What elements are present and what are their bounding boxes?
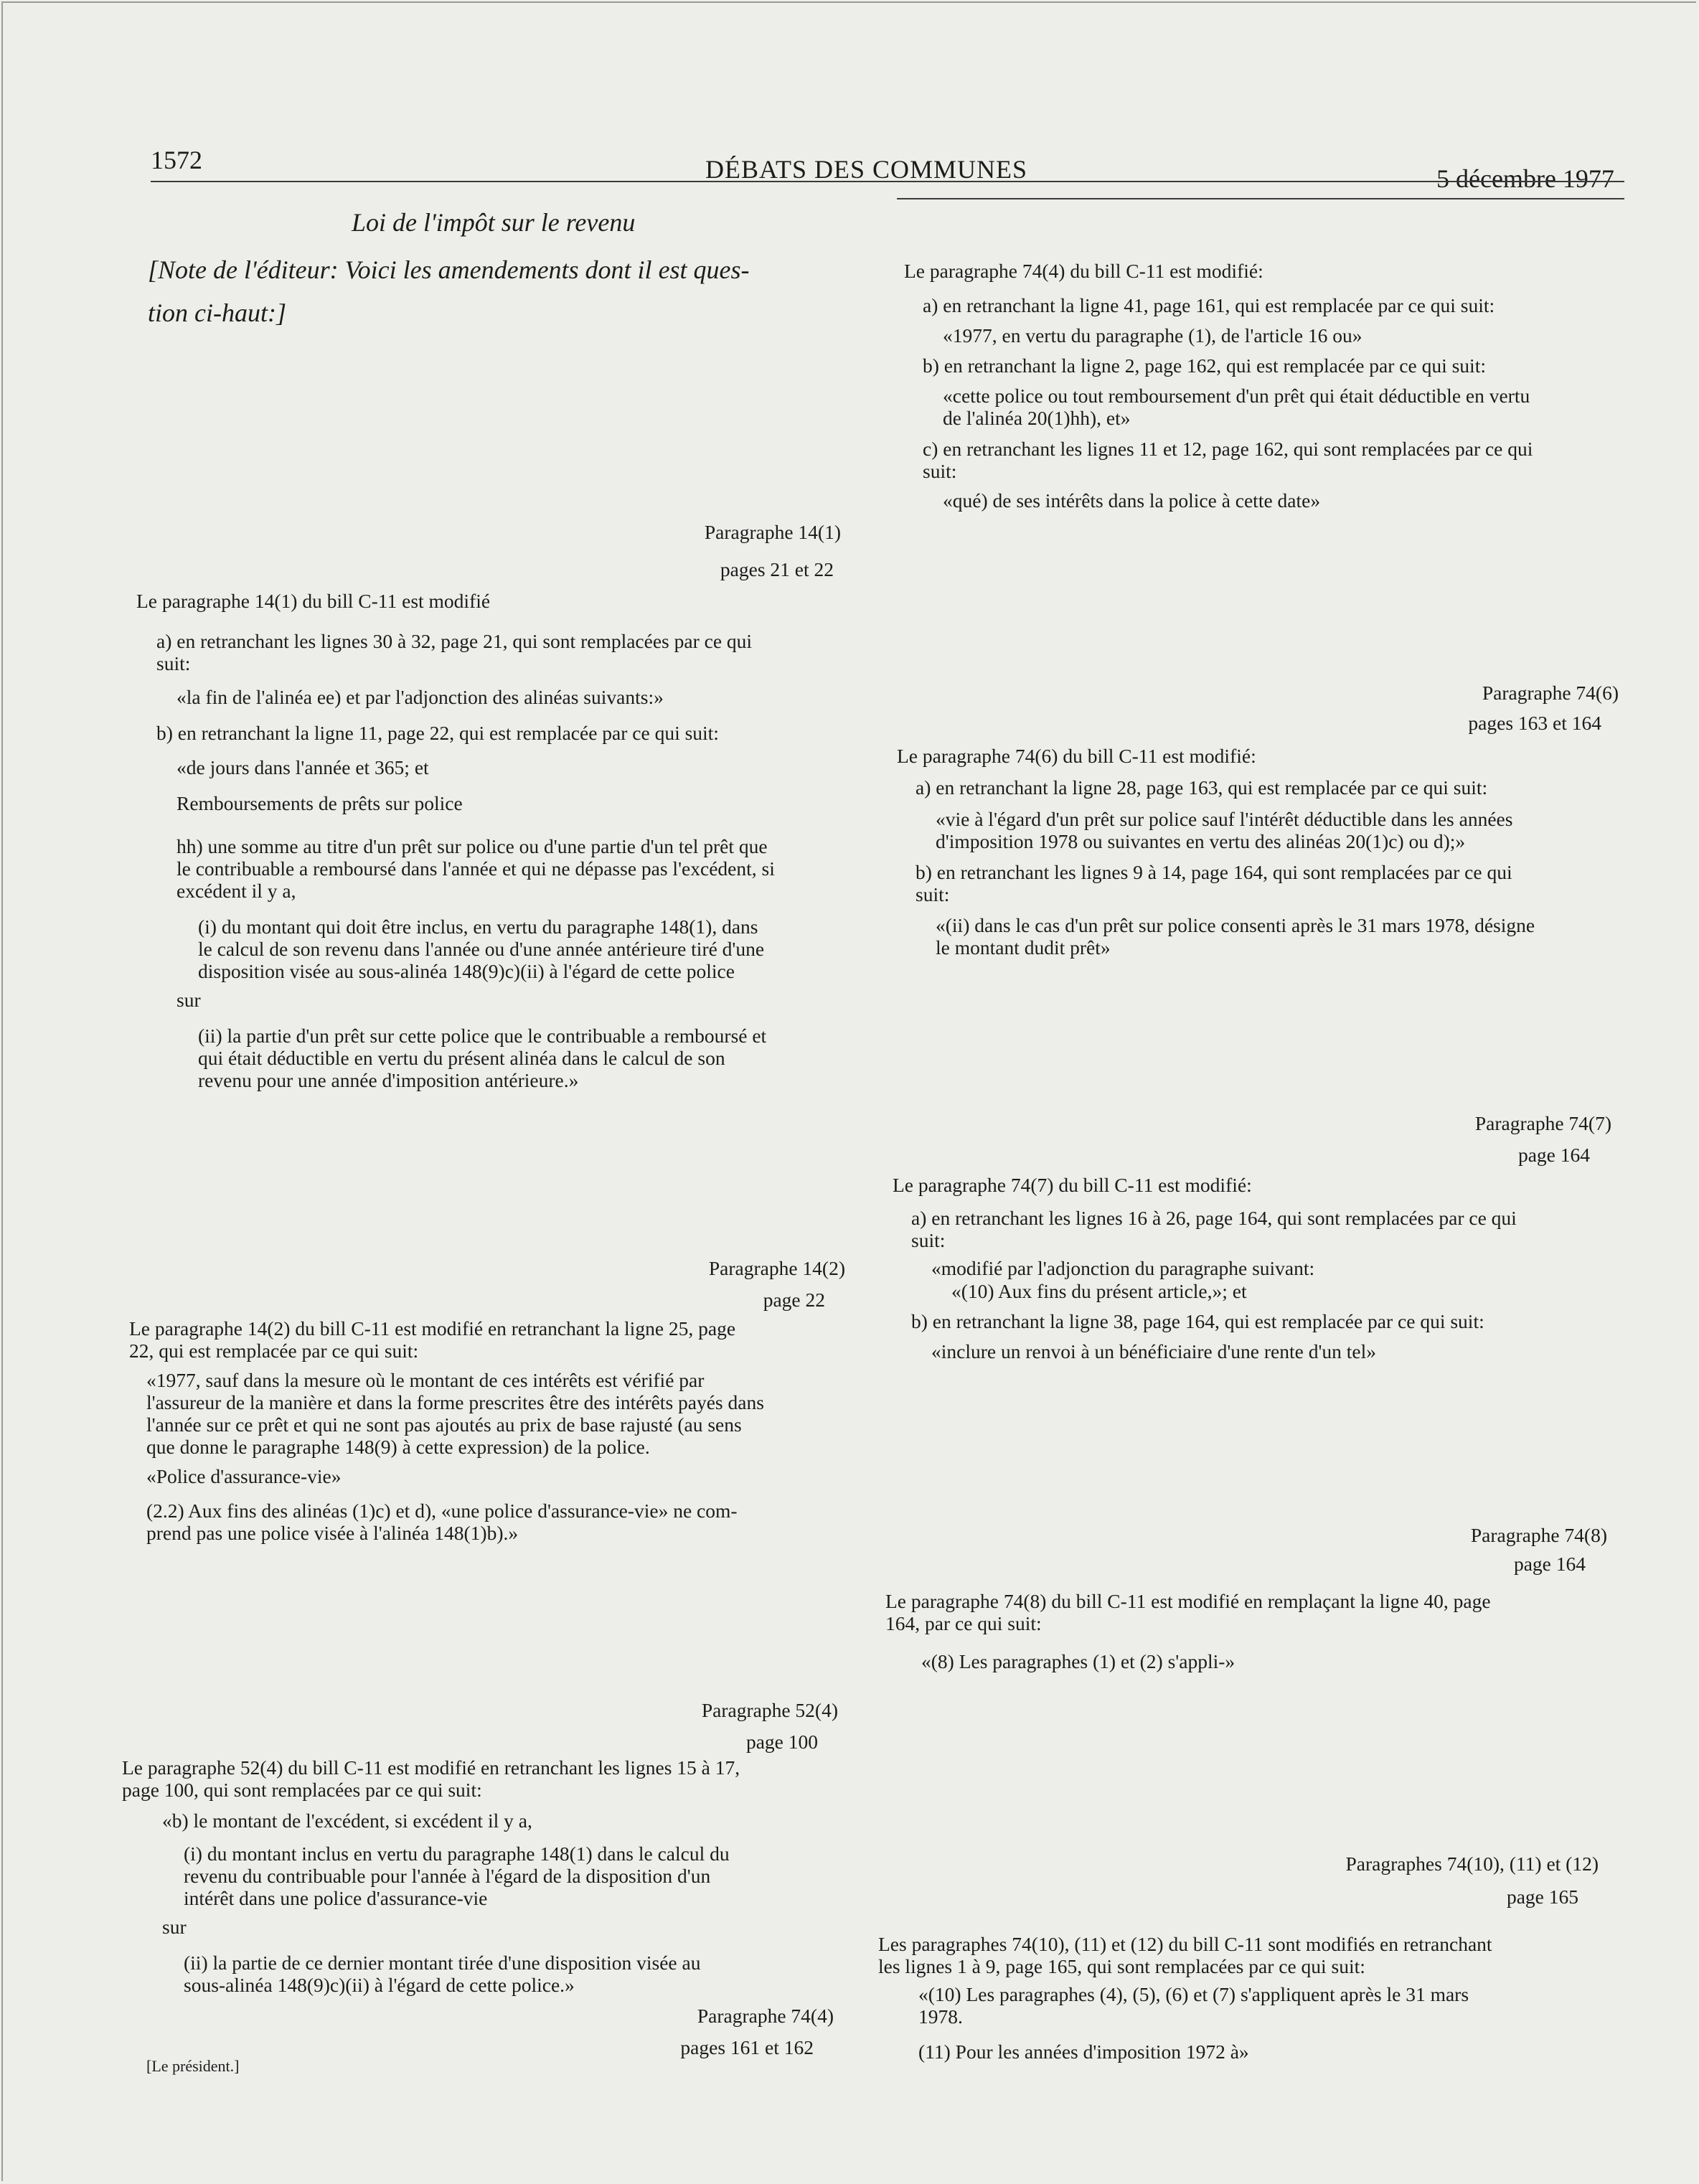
s14-1-i: (i) du montant qui doit être inclus, en vertu du paragraphe 148(1), dans le calcul de son revenu dans l'année ou d'une année antérieure tiré d'une disposition visée au sous-alinéa 148(9)c)(ii) à l'égard de cette police: [198, 916, 765, 982]
s74-7-intro: Le paragraphe 74(7) du bill C-11 est modifié:: [893, 1174, 1252, 1196]
s74-10-quote-11: (11) Pour les années d'imposition 1972 à»: [918, 2041, 1249, 2063]
s74-6-a: a) en retranchant la ligne 28, page 163, qui est remplacée par ce qui suit:: [916, 776, 1488, 799]
footer-note: [Le président.]: [146, 2057, 240, 2075]
s14-2-quote: «1977, sauf dans la mesure où le montant de ces intérêts est vérifié par l'assureur de la manière et dans la forme prescrites être des intérêts payés dans l'année sur ce prêt et qui ne sont pas ajoutés au prix de base rajusté (au sens que donne le paragraphe 148(9) à cette expression) de la police.: [146, 1369, 764, 1458]
s74-4-c-quote: «qué) de ses intérêts dans la police à cette date»: [943, 489, 1321, 512]
s74-4-a: a) en retranchant la ligne 41, page 161, qui est remplacée par ce qui suit:: [923, 294, 1495, 316]
s74-7-a: a) en retranchant les lignes 16 à 26, page 164, qui sont remplacées par ce qui suit:: [911, 1207, 1517, 1251]
s74-10-pages: page 165: [1506, 1886, 1578, 1908]
s14-2-label: Paragraphe 14(2): [708, 1257, 845, 1279]
page-date: 5 décembre 1977: [1436, 164, 1614, 193]
s74-7-label: Paragraphe 74(7): [1474, 1112, 1611, 1134]
s74-4-c: c) en retranchant les lignes 11 et 12, page 162, qui sont remplacées par ce qui suit:: [923, 438, 1533, 482]
s14-1-ii: (ii) la partie d'un prêt sur cette police que le contribuable a remboursé et qui était déductible en vertu du présent alinéa dans le calcul de son revenu pour une année d'imposition antérieure.»: [198, 1025, 767, 1091]
s14-1-hh: hh) une somme au titre d'un prêt sur police ou d'une partie d'un tel prêt que le contribuable a remboursé dans l'année et qui ne dépasse pas l'excédent, si excédent il y a,: [177, 835, 775, 902]
s74-6-b-quote: «(ii) dans le cas d'un prêt sur police consenti après le 31 mars 1978, désigne le montant dudit prêt»: [936, 914, 1535, 959]
s74-4-b: b) en retranchant la ligne 2, page 162, qui est remplacée par ce qui suit:: [923, 354, 1486, 377]
s74-6-label: Paragraphe 74(6): [1482, 682, 1619, 704]
s74-4-pages: pages 161 et 162: [680, 2036, 814, 2058]
s74-7-b: b) en retranchant la ligne 38, page 164, qui est remplacée par ce qui suit:: [911, 1310, 1484, 1332]
header-rule: [151, 181, 1624, 182]
s74-10-label: Paragraphes 74(10), (11) et (12): [1345, 1853, 1599, 1875]
s74-8-quote: «(8) Les paragraphes (1) et (2) s'appli-»: [921, 1650, 1236, 1672]
s74-6-pages: pages 163 et 164: [1468, 712, 1601, 734]
s74-7-pages: page 164: [1517, 1144, 1590, 1166]
s14-1-label: Paragraphe 14(1): [704, 521, 841, 543]
s74-8-label: Paragraphe 74(8): [1470, 1524, 1607, 1546]
s14-1-b-quote-2: Remboursements de prêts sur police: [177, 792, 463, 814]
s74-7-a-quote-2: «(10) Aux fins du présent article,»; et: [951, 1280, 1247, 1302]
s14-1-a: a) en retranchant les lignes 30 à 32, page 21, qui sont remplacées par ce qui suit:: [156, 630, 753, 674]
s74-8-pages: page 164: [1513, 1553, 1586, 1575]
s74-4-intro: Le paragraphe 74(4) du bill C-11 est modifié:: [904, 260, 1263, 282]
s74-7-b-quote: «inclure un renvoi à un bénéficiaire d'une rente d'un tel»: [931, 1340, 1377, 1362]
s14-1-pages: pages 21 et 22: [720, 558, 834, 580]
section-heading: Loi de l'impôt sur le revenu: [352, 208, 636, 237]
s14-2-police: «Police d'assurance-vie»: [146, 1465, 342, 1487]
s14-1-sur: sur: [177, 989, 201, 1011]
page-number: 1572: [151, 146, 202, 174]
s14-1-a-quote: «la fin de l'alinéa ee) et par l'adjonction des alinéas suivants:»: [177, 686, 664, 708]
editor-note-line-2: tion ci-haut:]: [148, 298, 286, 327]
running-title: DÉBATS DES COMMUNES: [705, 155, 1028, 184]
s52-4-intro: Le paragraphe 52(4) du bill C-11 est modifié en retranchant les lignes 15 à 17, page 100, qui sont remplacées par ce qui suit:: [122, 1756, 740, 1801]
s14-1-intro: Le paragraphe 14(1) du bill C-11 est modifié: [136, 590, 491, 612]
s52-4-ii: (ii) la partie de ce dernier montant tirée d'une disposition visée au sous-alinéa 148(9)c)(ii) à l'égard de cette police.»: [184, 1952, 701, 1996]
s74-6-a-quote: «vie à l'égard d'un prêt sur police sauf l'intérêt déductible dans les années d'imposition 1978 ou suivantes en vertu des alinéas 20(1)c) ou d);»: [936, 808, 1513, 852]
s74-6-b: b) en retranchant les lignes 9 à 14, page 164, qui sont remplacées par ce qui suit:: [916, 861, 1512, 905]
header-rule-right: [897, 198, 1624, 199]
s74-7-a-quote-1: «modifié par l'adjonction du paragraphe suivant:: [931, 1257, 1315, 1279]
s14-1-b: b) en retranchant la ligne 11, page 22, qui est remplacée par ce qui suit:: [156, 722, 719, 744]
s74-10-intro: Les paragraphes 74(10), (11) et (12) du bill C-11 sont modifiés en retranchant les lignes 1 à 9, page 165, qui sont remplacées par ce qui suit:: [878, 1933, 1492, 1977]
s74-6-intro: Le paragraphe 74(6) du bill C-11 est modifié:: [897, 745, 1256, 767]
s52-4-label: Paragraphe 52(4): [701, 1699, 838, 1721]
s74-8-intro: Le paragraphe 74(8) du bill C-11 est modifié en remplaçant la ligne 40, page 164, par ce qui suit:: [885, 1590, 1491, 1634]
s74-4-b-quote: «cette police ou tout remboursement d'un prêt qui était déductible en vertu de l'alinéa 20(1)hh), et»: [943, 385, 1530, 429]
s14-2-pages: page 22: [763, 1289, 825, 1311]
s52-4-b: «b) le montant de l'excédent, si excédent il y a,: [162, 1809, 532, 1832]
s52-4-pages: page 100: [745, 1731, 818, 1753]
s14-1-b-quote-1: «de jours dans l'année et 365; et: [177, 756, 429, 778]
s14-2-intro: Le paragraphe 14(2) du bill C-11 est modifié en retranchant la ligne 25, page 22, qui est remplacée par ce qui suit:: [129, 1317, 736, 1362]
s74-10-quote: «(10) Les paragraphes (4), (5), (6) et (7) s'appliquent après le 31 mars 1978.: [918, 1983, 1469, 2028]
editor-note-line-1: [Note de l'éditeur: Voici les amendements dont il est ques-: [148, 255, 750, 284]
s14-2-2-2: (2.2) Aux fins des alinéas (1)c) et d), «une police d'assurance-vie» ne com- prend pas une police visée à l'alinéa 148(1)b).»: [146, 1500, 738, 1544]
s52-4-sur: sur: [162, 1916, 187, 1938]
s74-4-a-quote: «1977, en vertu du paragraphe (1), de l'article 16 ou»: [943, 324, 1363, 347]
s52-4-i: (i) du montant inclus en vertu du paragraphe 148(1) dans le calcul du revenu du contribuable pour l'année à l'égard de la disposition d'un intérêt dans une police d'assurance-vie: [184, 1842, 730, 1909]
s74-4-label: Paragraphe 74(4): [697, 2005, 834, 2027]
